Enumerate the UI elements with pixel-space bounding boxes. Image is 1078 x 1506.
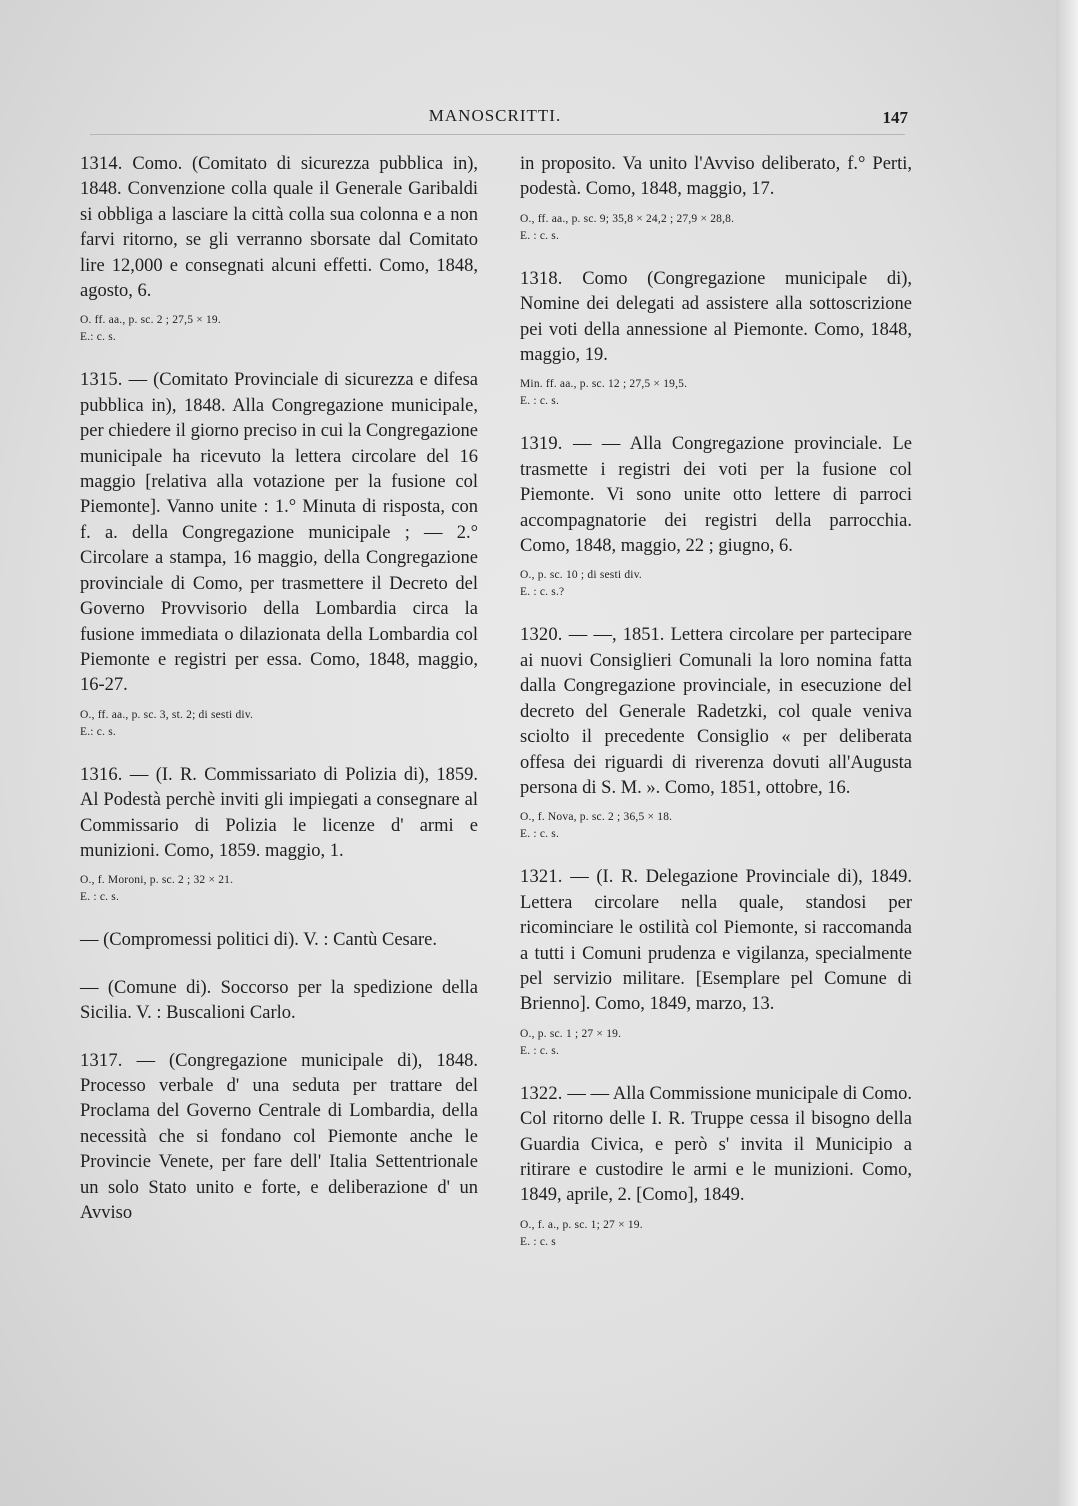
entry-body: — (Comitato Provinciale di sicurezza e difesa pubblica in), 1848. Alla Congregazione municipale, per chiedere il giorno preciso in cui la Congregazione municipale ha ricevuto la lettera circolare del 16 maggio [relativa alla votazione per la fusione col Piemonte]. Vanno unite : 1.° Minuta di risposta, con f. a. della Congregazione municipale ; — 2.° Circolare a stampa, 16 maggio, della Congregazione provinciale di Como, per trasmettere il Decreto del Governo Provvisorio della Lombardia circa la fusione immediata o dilazionata della Lombardia col Piemonte e registri per essa. Como, 1848, maggio, 16-27. bbox=[80, 370, 478, 696]
meta-physical: O., f. a., p. sc. 1; 27 × 19. bbox=[520, 1218, 643, 1231]
meta-physical: O., ff. aa., p. sc. 3, st. 2; di sesti div. bbox=[80, 708, 254, 721]
entry-meta bbox=[520, 567, 912, 601]
header-rule bbox=[90, 134, 905, 135]
entry-text bbox=[520, 623, 912, 801]
entry-number: 1317. bbox=[80, 1050, 123, 1071]
entry-number: 1316. bbox=[80, 764, 123, 785]
meta-exhibitor: E. : c. s. bbox=[520, 828, 560, 841]
entry-1322 bbox=[520, 1082, 912, 1251]
entry-body: — — Alla Commissione municipale di Como. Col ritorno delle I. R. Truppe cessa il bisogno della Guardia Civica, e però s' invita il Municipio a ritirare e custodire le armi e le munizioni. Como, 1849, aprile, 2. [Como], 1849. bbox=[520, 1083, 912, 1206]
page-edge-shadow bbox=[1056, 0, 1078, 1506]
cross-reference-text: — (Comune di). Soccorso per la spedizione della Sicilia. V. : Buscalioni Carlo. bbox=[80, 977, 478, 1024]
entry-number: 1319. bbox=[520, 434, 563, 455]
entry-text bbox=[80, 152, 478, 304]
meta-exhibitor: E.: c. s. bbox=[80, 725, 116, 738]
meta-physical: O., ff. aa., p. sc. 9; 35,8 × 24,2 ; 27,9 × 28,8. bbox=[520, 212, 735, 225]
entry-meta bbox=[80, 707, 478, 741]
page-number: 147 bbox=[882, 108, 908, 127]
entry-meta bbox=[520, 1026, 912, 1060]
entry-text bbox=[80, 763, 478, 865]
right-column bbox=[520, 152, 912, 1273]
entry-1321 bbox=[520, 865, 912, 1059]
entry-body: Como (Congregazione municipale di), Nomine dei delegati ad assistere alla sottoscrizione pei voti della annessione al Piemonte. Como, 1848, maggio, 19. bbox=[520, 268, 912, 366]
meta-exhibitor: E.: c. s. bbox=[80, 331, 116, 344]
meta-exhibitor: E. : c. s. bbox=[520, 395, 560, 408]
entry-1317 bbox=[80, 1049, 478, 1227]
entry-1314 bbox=[80, 152, 478, 346]
entry-body: — — Alla Congregazione provinciale. Le trasmette i registri dei voti per la fusione col Piemonte. Vi sono unite otto lettere di parroci accompagnatorie dei registri della parrocchia. Como, 1848, maggio, 22 ; giugno, 6. bbox=[520, 434, 912, 557]
meta-exhibitor: E. : c. s. bbox=[80, 891, 120, 904]
cross-reference-text: — (Compromessi politici di). V. : Cantù Cesare. bbox=[80, 930, 437, 951]
entry-1315 bbox=[80, 368, 478, 740]
entry-1317-continued bbox=[520, 152, 912, 245]
entry-number: 1322. bbox=[520, 1083, 563, 1104]
entry-meta bbox=[520, 376, 912, 410]
entry-1319 bbox=[520, 432, 912, 601]
meta-physical: O., f. Moroni, p. sc. 2 ; 32 × 21. bbox=[80, 874, 234, 887]
entry-text bbox=[80, 368, 478, 698]
entry-text bbox=[520, 267, 912, 369]
entry-number: 1314. bbox=[80, 154, 123, 174]
entry-1316 bbox=[80, 763, 478, 907]
entry-body: — (I. R. Commissariato di Polizia di), 1859. Al Podestà perchè inviti gli impiegati a consegnare al Commissario di Polizia le licenze d' armi e munizioni. Como, 1859. maggio, 1. bbox=[80, 764, 478, 861]
entry-number: 1320. bbox=[520, 625, 563, 646]
meta-exhibitor: E. : c. s. bbox=[520, 229, 560, 242]
meta-physical: Min. ff. aa., p. sc. 12 ; 27,5 × 19,5. bbox=[520, 378, 688, 391]
meta-physical: O., p. sc. 1 ; 27 × 19. bbox=[520, 1027, 622, 1040]
entry-body: Como. (Comitato di sicurezza pubblica in), 1848. Convenzione colla quale il Generale Garibaldi si obbliga a lasciare la città colla sua colonna e a non farvi ritorno, se gli verranno sborsate dal Comitato lire 12,000 e consegnati alcuni effetti. Como, 1848, agosto, 6. bbox=[80, 154, 478, 302]
cross-reference bbox=[80, 976, 478, 1027]
meta-exhibitor: E. : c. s.? bbox=[520, 586, 565, 599]
meta-physical: O., p. sc. 10 ; di sesti div. bbox=[520, 569, 642, 582]
entry-meta bbox=[520, 809, 912, 843]
running-head bbox=[80, 104, 910, 134]
entry-body: in proposito. Va unito l'Avviso deliberato, f.° Perti, podestà. Como, 1848, maggio, 17. bbox=[520, 154, 912, 200]
entry-1318 bbox=[520, 267, 912, 411]
entry-number: 1321. bbox=[520, 867, 563, 888]
entry-text bbox=[80, 1049, 478, 1227]
meta-physical: O., f. Nova, p. sc. 2 ; 36,5 × 18. bbox=[520, 811, 673, 824]
entry-number: 1315. bbox=[80, 370, 123, 391]
meta-exhibitor: E. : c. s bbox=[520, 1235, 556, 1248]
left-column bbox=[80, 152, 478, 1248]
meta-physical: O. ff. aa., p. sc. 2 ; 27,5 × 19. bbox=[80, 314, 221, 327]
entry-body: — (I. R. Delegazione Provinciale di), 1849. Lettera circolare nella quale, standosi per ricominciare le ostilità col Piemonte, si raccomanda a tutti i Comuni prudenza e vigilanza, specialmente pel servizio militare. [Esemplare pel Comune di Brienno]. Como, 1849, marzo, 13. bbox=[520, 867, 912, 1015]
meta-exhibitor: E. : c. s. bbox=[520, 1044, 560, 1057]
entry-1320 bbox=[520, 623, 912, 843]
entry-number: 1318. bbox=[520, 268, 563, 289]
entry-meta bbox=[520, 211, 912, 245]
entry-body: — —, 1851. Lettera circolare per partecipare ai nuovi Consiglieri Comunali la loro nomina fatta dalla Congregazione provinciale, in esecuzione del decreto del Generale Radetzki, col quale veniva sciolto il precedente Consiglio « per deliberata offesa dei riguardi di riverenza dovuti all'Augusta persona di S. M. ». Como, 1851, ottobre, 16. bbox=[520, 625, 912, 798]
entry-meta bbox=[80, 312, 478, 346]
entry-text bbox=[520, 865, 912, 1017]
entry-body: — (Congregazione municipale di), 1848. Processo verbale d' una seduta per trattare del Proclama del Governo Centrale di Lombardia, della necessità che si fondano col Piemonte anche le Provincie Venete, per fare dell' Italia Settentrionale un solo Stato unito e forte, e deliberazione d' un Avviso bbox=[80, 1050, 478, 1223]
cross-reference bbox=[80, 928, 478, 953]
entry-meta bbox=[80, 872, 478, 906]
entry-text bbox=[520, 1082, 912, 1209]
entry-text bbox=[520, 432, 912, 559]
entry-meta bbox=[520, 1217, 912, 1251]
running-head-title: MANOSCRITTI. bbox=[428, 106, 562, 125]
